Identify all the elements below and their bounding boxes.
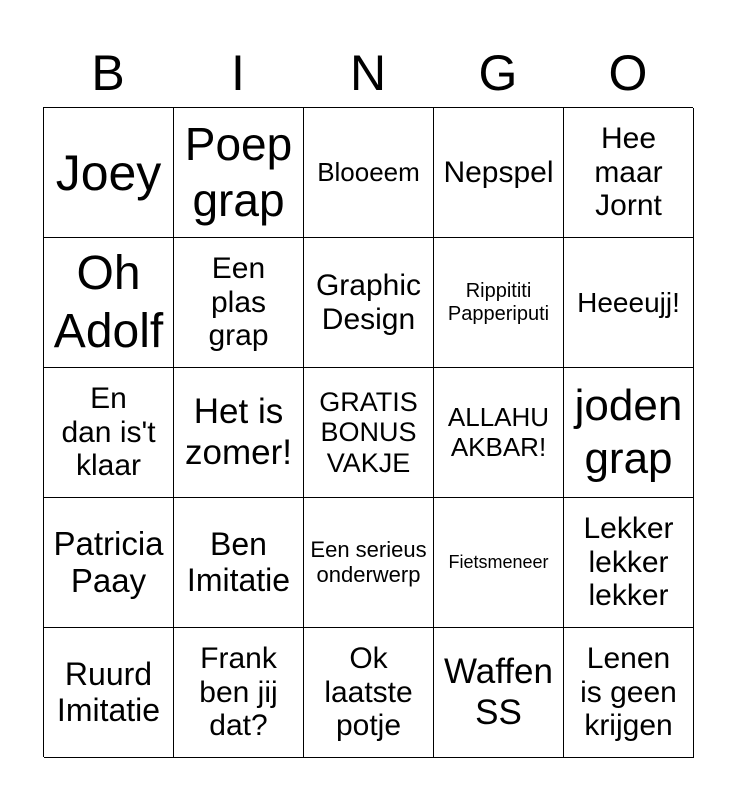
cell-label: joden grap: [574, 380, 683, 483]
cell-label: Ok laatste potje: [324, 642, 413, 743]
bingo-cell[interactable]: [44, 368, 174, 498]
bingo-cell[interactable]: [304, 108, 434, 238]
cell-label: Ben Imitatie: [186, 525, 291, 598]
header-letter-g: G: [478, 45, 518, 101]
bingo-cell[interactable]: [174, 628, 304, 758]
cell-label: Blooeem: [317, 156, 420, 187]
bingo-cell[interactable]: [304, 628, 434, 758]
bingo-cell[interactable]: [434, 498, 564, 628]
cell-label: Fietsmeneer: [448, 552, 549, 573]
header-letter-n: N: [349, 45, 387, 101]
bingo-cell[interactable]: [564, 108, 694, 238]
bingo-cell[interactable]: [434, 238, 564, 368]
cell-label: Oh Adolf: [53, 246, 164, 358]
bingo-cell[interactable]: [434, 108, 564, 238]
bingo-cell[interactable]: [44, 628, 174, 758]
cell-label: Rippititi Papperiputi: [447, 280, 550, 325]
bingo-cell[interactable]: [564, 238, 694, 368]
bingo-cell[interactable]: [44, 238, 174, 368]
cell-label: Patricia Paay: [53, 524, 164, 599]
bingo-cell[interactable]: [434, 368, 564, 498]
bingo-cell[interactable]: [564, 498, 694, 628]
header-letter-b: B: [91, 45, 125, 101]
header-letter-o: O: [608, 45, 648, 101]
cell-label: Graphic Design: [315, 268, 422, 336]
bingo-cell[interactable]: [434, 628, 564, 758]
cell-label: Een plas grap: [208, 252, 269, 353]
cell-label: Joey: [55, 144, 162, 201]
cell-label: Een serieus onderwerp: [310, 536, 427, 587]
cell-label: Poep grap: [184, 118, 293, 226]
bingo-cell[interactable]: [304, 238, 434, 368]
cell-label: Nepspel: [443, 155, 554, 189]
cell-label: En dan is't klaar: [61, 382, 156, 483]
cell-label: Het is zomer!: [185, 392, 292, 472]
cell-label: Frank ben jij dat?: [199, 642, 278, 743]
bingo-cell[interactable]: [174, 498, 304, 628]
bingo-board: [43, 107, 693, 757]
cell-label: Waffen SS: [444, 652, 553, 732]
bingo-cell[interactable]: [564, 628, 694, 758]
header-letter-i: I: [231, 45, 245, 101]
bingo-header: [43, 40, 693, 106]
bingo-cell[interactable]: [564, 368, 694, 498]
cell-label: Lekker lekker lekker: [583, 512, 674, 613]
bingo-cell[interactable]: [44, 108, 174, 238]
bingo-cell[interactable]: [304, 498, 434, 628]
cell-label: GRATIS BONUS VAKJE: [319, 387, 418, 478]
bingo-cell[interactable]: [44, 498, 174, 628]
cell-label: Hee maar Jornt: [594, 122, 663, 223]
cell-label: Ruurd Imitatie: [56, 655, 161, 728]
cell-label: ALLAHU AKBAR!: [447, 402, 550, 462]
cell-label: Heeeujj!: [577, 286, 680, 318]
bingo-cell[interactable]: [174, 368, 304, 498]
bingo-cell[interactable]: [174, 108, 304, 238]
bingo-cell[interactable]: [174, 238, 304, 368]
cell-label: Lenen is geen krijgen: [580, 642, 677, 743]
bingo-cell[interactable]: [304, 368, 434, 498]
